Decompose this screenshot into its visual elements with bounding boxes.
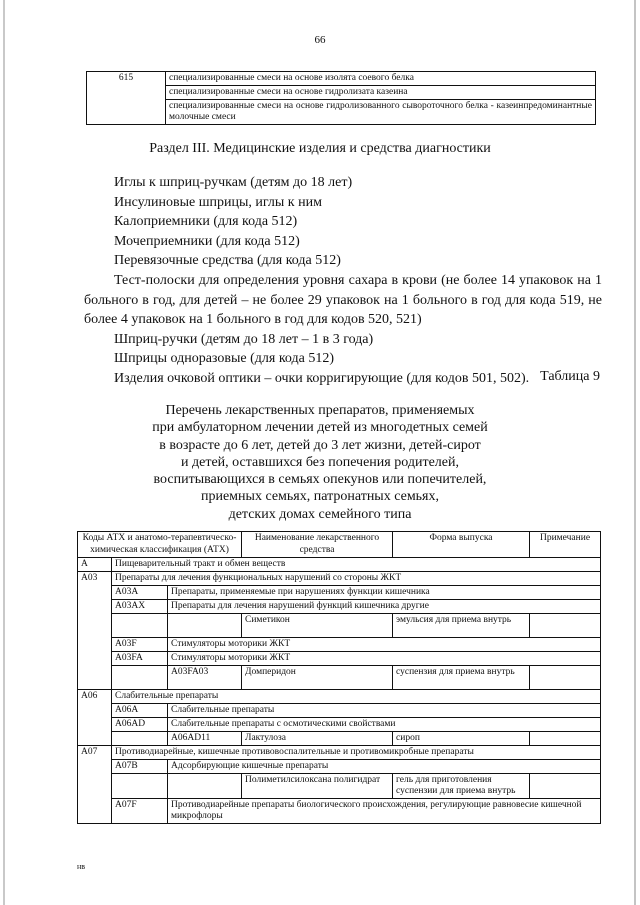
table-row <box>78 638 601 652</box>
title-line: воспитывающихся в семьях опекунов или попечителей, <box>153 472 487 488</box>
table-row <box>78 652 601 666</box>
table-row <box>78 690 601 704</box>
drug-name-cell: Симетикон <box>242 614 393 638</box>
empty-cell <box>112 614 168 638</box>
code-cell: A03A <box>112 586 168 600</box>
code-cell: A <box>78 558 112 572</box>
drug-name-cell: Домперидон <box>242 666 393 690</box>
table-row <box>78 704 601 718</box>
table-number: Таблица 9 <box>540 369 600 384</box>
table-row <box>78 666 601 690</box>
code-cell: A03AX <box>112 600 168 614</box>
empty-cell <box>112 774 168 799</box>
section-title: Раздел III. Медицинские изделия и средства диагностики <box>149 141 491 156</box>
table-row <box>78 732 601 746</box>
title-line: приемных семьях, патронатных семьях, <box>200 489 439 505</box>
header-atc: Коды АТХ и анатомо-терапевтическо-химическая классификация (АТХ) <box>78 532 242 558</box>
code-cell: A03FA <box>112 652 168 666</box>
list-item: Перевязочные средства (для кода 512) <box>114 253 341 269</box>
drug-form-cell: гель для приготовления суспензии для приема внутрь <box>393 774 530 799</box>
medical-items-list <box>84 173 602 389</box>
table-row <box>78 600 601 614</box>
table-title <box>0 402 640 523</box>
code-cell: A06AD11 <box>168 732 242 746</box>
note-cell <box>530 732 601 746</box>
table-row <box>78 746 601 760</box>
table-row <box>78 614 601 638</box>
table-row <box>78 558 601 572</box>
group-cell: Противодиарейные препараты биологического происхождения, регулирующие равновесие кишечной микрофлоры <box>168 799 601 824</box>
footer-mark: нв <box>77 862 86 871</box>
atc-table <box>77 531 601 824</box>
title-line: Перечень лекарственных препаратов, применяемых <box>165 403 475 418</box>
table-row <box>78 572 601 586</box>
code-cell: A03 <box>78 572 112 690</box>
empty-cell <box>168 774 242 799</box>
code-cell: A03FA03 <box>168 666 242 690</box>
group-cell: Слабительные препараты с осмотическими свойствами <box>168 718 601 732</box>
header-name: Наименование лекарственного средства <box>242 532 393 558</box>
group-cell: Пищеварительный тракт и обмен веществ <box>112 558 601 572</box>
table-row <box>87 72 596 86</box>
empty-cell <box>168 614 242 638</box>
list-item: Мочеприемники (для кода 512) <box>114 233 300 249</box>
empty-cell <box>112 732 168 746</box>
table-cell: специализированные смеси на основе изолята соевого белка <box>166 72 596 86</box>
list-item: Шприцы одноразовые (для кода 512) <box>114 351 335 367</box>
drug-form-cell: сироп <box>393 732 530 746</box>
table-row <box>78 718 601 732</box>
table-cell: специализированные смеси на основе гидролизата казеина <box>166 86 596 100</box>
table-row <box>78 799 601 824</box>
group-cell: Препараты для лечения функциональных нарушений со стороны ЖКТ <box>112 572 601 586</box>
drug-form-cell: суспензия для приема внутрь <box>393 666 530 690</box>
group-cell: Слабительные препараты <box>168 704 601 718</box>
drug-form-cell: эмульсия для приема внутрь <box>393 614 530 638</box>
drug-name-cell: Лактулоза <box>242 732 393 746</box>
title-line: при амбулаторном лечении детей из многодетных семей <box>152 420 488 436</box>
title-line: детских домах семейного типа <box>228 506 412 522</box>
drug-name-cell: Полиметилсилоксана полигидрат <box>242 774 393 799</box>
code-cell: A07 <box>78 746 112 824</box>
table-row <box>78 774 601 799</box>
group-cell: Стимуляторы моторики ЖКТ <box>168 652 601 666</box>
group-cell: Слабительные препараты <box>112 690 601 704</box>
list-item: Иглы к шприц-ручкам (детям до 18 лет) <box>114 175 353 190</box>
code-cell: A07F <box>112 799 168 824</box>
group-cell: Препараты для лечения нарушений функций кишечника другие <box>168 600 601 614</box>
note-cell <box>530 774 601 799</box>
code-cell: A06A <box>112 704 168 718</box>
note-cell <box>530 614 601 638</box>
empty-cell <box>112 666 168 690</box>
list-item: Шприц-ручки (детям до 18 лет – 1 в 3 года) <box>114 331 374 347</box>
group-cell: Стимуляторы моторики ЖКТ <box>168 638 601 652</box>
title-line: в возрасте до 6 лет, детей до 3 лет жизни, детей-сирот <box>159 437 481 453</box>
code-cell: A06 <box>78 690 112 746</box>
table-row <box>78 586 601 600</box>
group-cell: Противодиарейные, кишечные противовоспалительные и противомикробные препараты <box>112 746 601 760</box>
note-cell <box>530 666 601 690</box>
header-note: Примечание <box>530 532 601 558</box>
list-item: Калоприемники (для кода 512) <box>114 214 298 230</box>
list-item: Тест-полоски для определения уровня сахара в крови (не более 14 упаковок на 1 больного в год, для детей – не более 29 упаковок на 1 больного в год для кода 519, не более 4 упаковок на 1 больного в год для кодов 520, 521) <box>84 272 602 328</box>
table-row <box>78 760 601 774</box>
table-cell: специализированные смеси на основе гидролизованного сывороточного белка - казеинпредоминантные молочные смеси <box>166 100 596 125</box>
group-cell: Адсорбирующие кишечные препараты <box>168 760 601 774</box>
code-cell: A03F <box>112 638 168 652</box>
list-item: Изделия очковой оптики – очки корригирующие (для кодов 501, 502). <box>114 370 530 386</box>
group-cell: Препараты, применяемые при нарушениях функции кишечника <box>168 586 601 600</box>
continuation-table <box>86 71 596 125</box>
code-cell: 615 <box>87 72 166 125</box>
header-form: Форма выпуска <box>393 532 530 558</box>
page-number: 66 <box>314 34 326 46</box>
code-cell: A07B <box>112 760 168 774</box>
table-header-row <box>78 532 601 558</box>
list-item: Инсулиновые шприцы, иглы к ним <box>114 194 322 210</box>
code-cell: A06AD <box>112 718 168 732</box>
title-line: и детей, оставшихся без попечения родителей, <box>181 454 459 470</box>
